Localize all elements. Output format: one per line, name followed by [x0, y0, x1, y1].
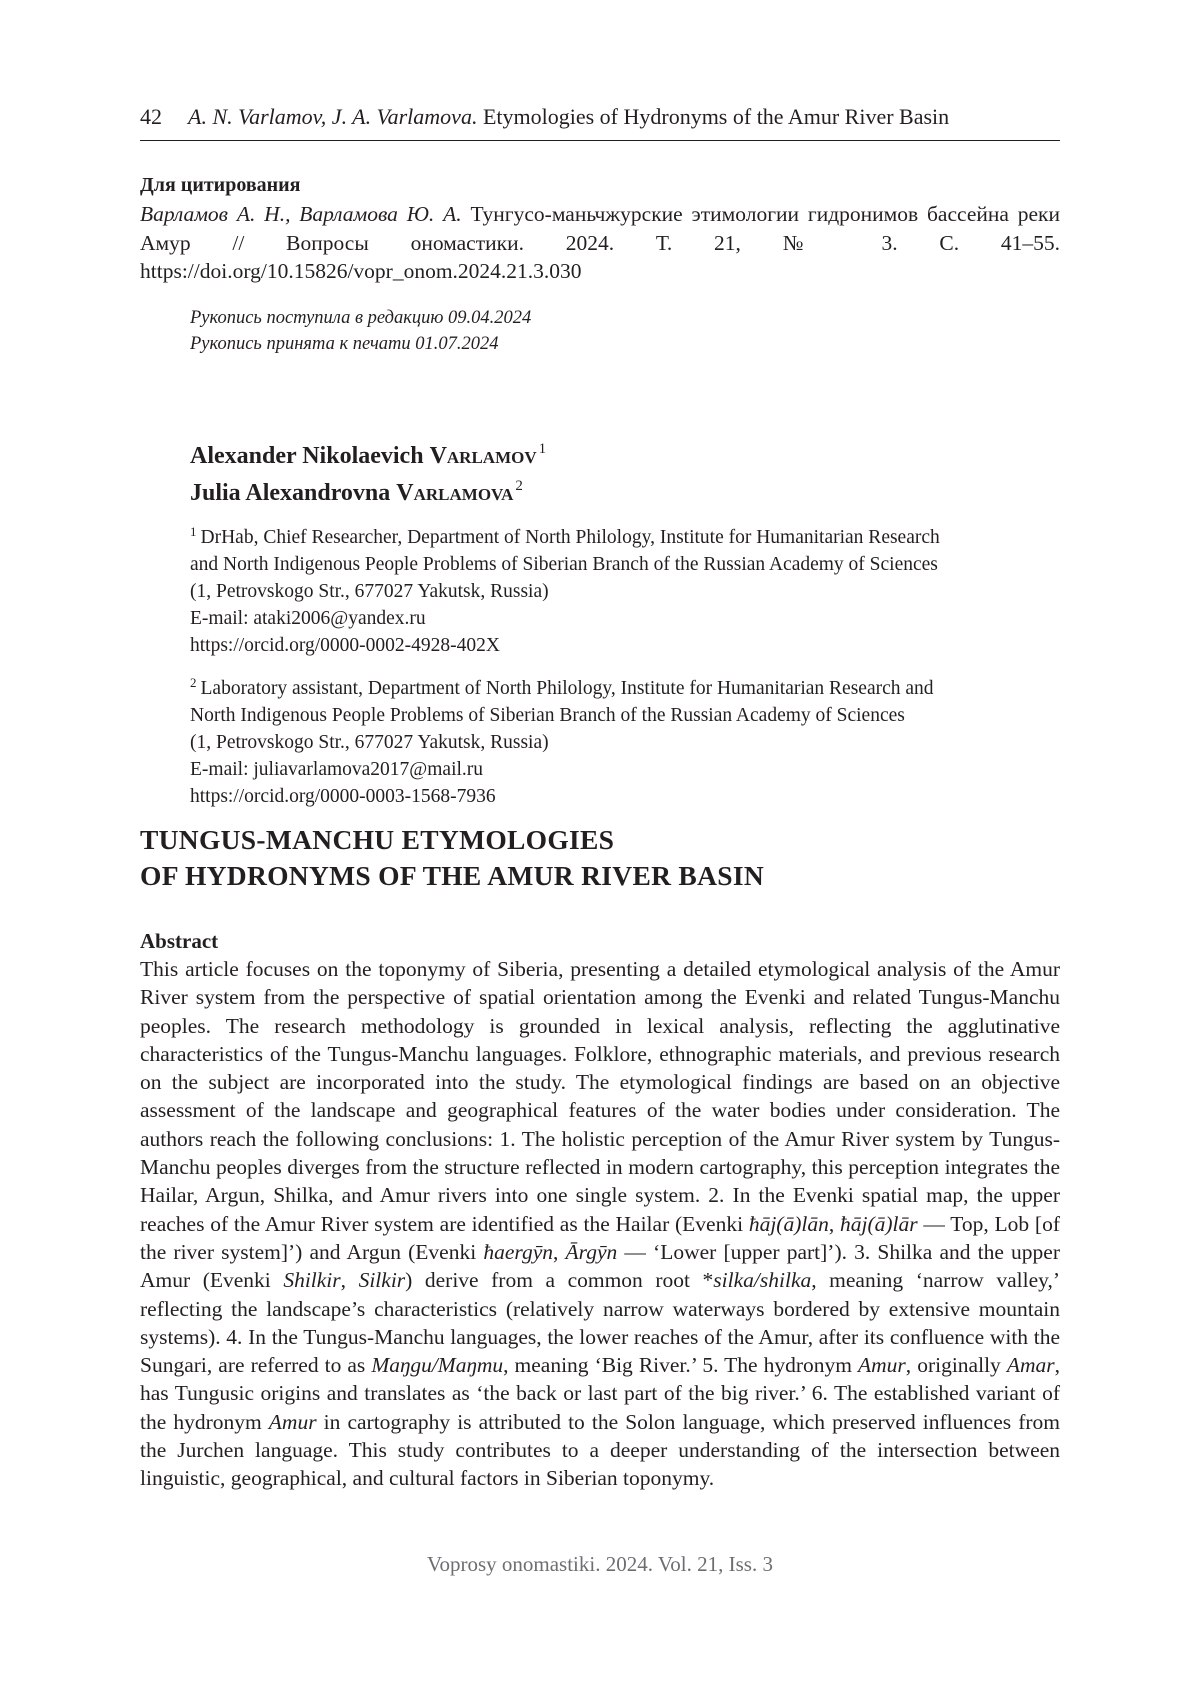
- affiliation-address: (1, Petrovskogo Str., 677027 Yakutsk, Russia): [190, 581, 549, 602]
- journal-footer: Voprosy onomastiki. 2024. Vol. 21, Iss. 3: [427, 1552, 773, 1576]
- abstract-run: ,: [340, 1268, 359, 1293]
- abstract-italic-term: silka/shilka: [713, 1268, 812, 1293]
- abstract-run: — Top, Lob [of the river system]’) and Argun (Evenki: [140, 1211, 1060, 1264]
- abstract-italic-term: Amar: [1006, 1353, 1055, 1378]
- abstract-italic-term: Shilkir: [283, 1268, 341, 1293]
- abstract-heading: Abstract: [140, 929, 219, 953]
- abstract-italic-term: Silkir: [358, 1268, 406, 1293]
- citation-label: Для цитирования: [140, 174, 301, 196]
- abstract-text: [140, 955, 1060, 1493]
- affiliation-address: (1, Petrovskogo Str., 677027 Yakutsk, Russia): [190, 732, 549, 753]
- authors-block: [190, 434, 1070, 810]
- abstract-run: , has Tungusic origins and translates as ‘the back or last part of the big river.’ 6. The established variant of the hydronym: [140, 1353, 1060, 1434]
- abstract: [140, 928, 1060, 1493]
- date-accepted: Рукопись принята к печати 01.07.2024: [190, 334, 499, 354]
- abstract-italic-term: ħāj(ā)lān: [748, 1211, 829, 1236]
- abstract-italic-term: ħaergȳn: [483, 1239, 553, 1264]
- author-surname: Varlamova: [396, 480, 514, 506]
- manuscript-dates: [190, 305, 890, 357]
- header-title: Etymologies of Hydronyms of the Amur River Basin: [482, 104, 950, 129]
- affiliation-line: Laboratory assistant, Department of North Philology, Institute for Humanitarian Research and: [200, 678, 934, 699]
- abstract-italic-term: Ārgȳn: [565, 1239, 618, 1264]
- author-orcid-link[interactable]: https://orcid.org/0000-0002-4928-402X: [190, 635, 500, 656]
- author-marker: 2: [515, 478, 523, 494]
- abstract-run: — ‘Lower [upper part]’). 3. Shilka and the upper Amur (Evenki: [140, 1239, 1060, 1293]
- abstract-run: ,: [553, 1239, 566, 1264]
- abstract-italic-term: Amur: [858, 1353, 906, 1378]
- affiliation-line: North Indigenous People Problems of Siberian Branch of the Russian Academy of Sciences: [190, 705, 905, 726]
- author-surname: Varlamov: [429, 443, 537, 469]
- abstract-run: , meaning ‘narrow valley,’ reflecting the landscape’s characteristics (relatively narrow waterways bordered by extensive mountain systems). 4. In the Tungus-Manchu languages, the lower reaches of the Amur, after its confluence with the Sungari, are referred to as: [140, 1268, 1060, 1378]
- page-number: 42: [140, 104, 162, 129]
- citation-authors: Варламов А. Н., Варламова Ю. А.: [140, 202, 462, 226]
- abstract-italic-term: Amur: [268, 1409, 317, 1434]
- author-name: [190, 434, 1070, 471]
- affiliation-1: [190, 518, 1070, 659]
- abstract-run: ) derive from a common root *: [405, 1268, 714, 1293]
- affiliation-line: and North Indigenous People Problems of Siberian Branch of the Russian Academy of Sciences: [190, 554, 938, 575]
- abstract-run: in cartography is attributed to the Solon language, which preserved influences from the Jurchen language. This study contributes to a deeper understanding of the intersection between linguistic, geographical, and cultural factors in Siberian toponymy.: [140, 1409, 1060, 1491]
- author-given-names: Alexander Nikolaevich: [190, 443, 430, 469]
- author-marker: 1: [538, 441, 547, 457]
- title-line: OF HYDRONYMS OF THE AMUR RIVER BASIN: [140, 860, 764, 891]
- abstract-italic-term: ħāj(ā)lār: [839, 1211, 918, 1236]
- abstract-run: , originally: [905, 1353, 1007, 1378]
- author-email[interactable]: E-mail: juliavarlamova2017@mail.ru: [190, 759, 484, 780]
- abstract-italic-term: Maŋgu/Maŋmu: [371, 1353, 504, 1378]
- author-email[interactable]: E-mail: ataki2006@yandex.ru: [190, 608, 426, 629]
- running-header: [140, 100, 1060, 141]
- affiliation-marker: 1: [190, 524, 197, 539]
- abstract-run: ,: [828, 1211, 840, 1236]
- author-given-names: Julia Alexandrovna: [190, 480, 397, 506]
- affiliation-2: [190, 669, 1070, 810]
- author-name: [190, 471, 1070, 508]
- title-line: TUNGUS-MANCHU ETYMOLOGIES: [140, 824, 615, 855]
- date-received: Рукопись поступила в редакцию 09.04.2024: [190, 308, 532, 328]
- citation-reference: Тунгусо-маньчжурские этимологии гидронимов бассейна реки Амур // Вопросы ономастики. 2024. Т. 21, № 3. С. 41–55. https://doi.org/10.15826/vopr_onom.2024.21.3.030: [140, 202, 1060, 283]
- article-title: [140, 822, 1060, 894]
- author-orcid-link[interactable]: https://orcid.org/0000-0003-1568-7936: [190, 786, 496, 807]
- affiliation-marker: 2: [190, 675, 197, 690]
- header-authors: A. N. Varlamov, J. A. Varlamova.: [188, 104, 478, 129]
- affiliation-line: DrHab, Chief Researcher, Department of North Philology, Institute for Humanitarian Research: [200, 527, 940, 548]
- abstract-run: This article focuses on the toponymy of Siberia, presenting a detailed etymological analysis of the Amur River system from the perspective of spatial orientation among the Evenki and related Tungus-Manchu peoples. The research methodology is grounded in lexical analysis, reflecting the agglutinative characteristics of the Tungus-Manchu languages. Folklore, ethnographic materials, and previous research on the subject are incorporated into the study. The etymological findings are based on an objective assessment of the landscape and geographical features of the water bodies under consideration. The authors reach the following conclusions: 1. The holistic perception of the Amur River system by Tungus-Manchu peoples diverges from the structure reflected in modern cartography, this perception integrates the Hailar, Argun, Shilka, and Amur rivers into one single system. 2. In the Evenki spatial map, the upper reaches of the Amur River system are identified as the Hailar (Evenki: [140, 957, 1060, 1236]
- citation-block: [140, 172, 1060, 286]
- citation-text: [140, 200, 1060, 286]
- abstract-run: , meaning ‘Big River.’ 5. The hydronym: [503, 1353, 859, 1378]
